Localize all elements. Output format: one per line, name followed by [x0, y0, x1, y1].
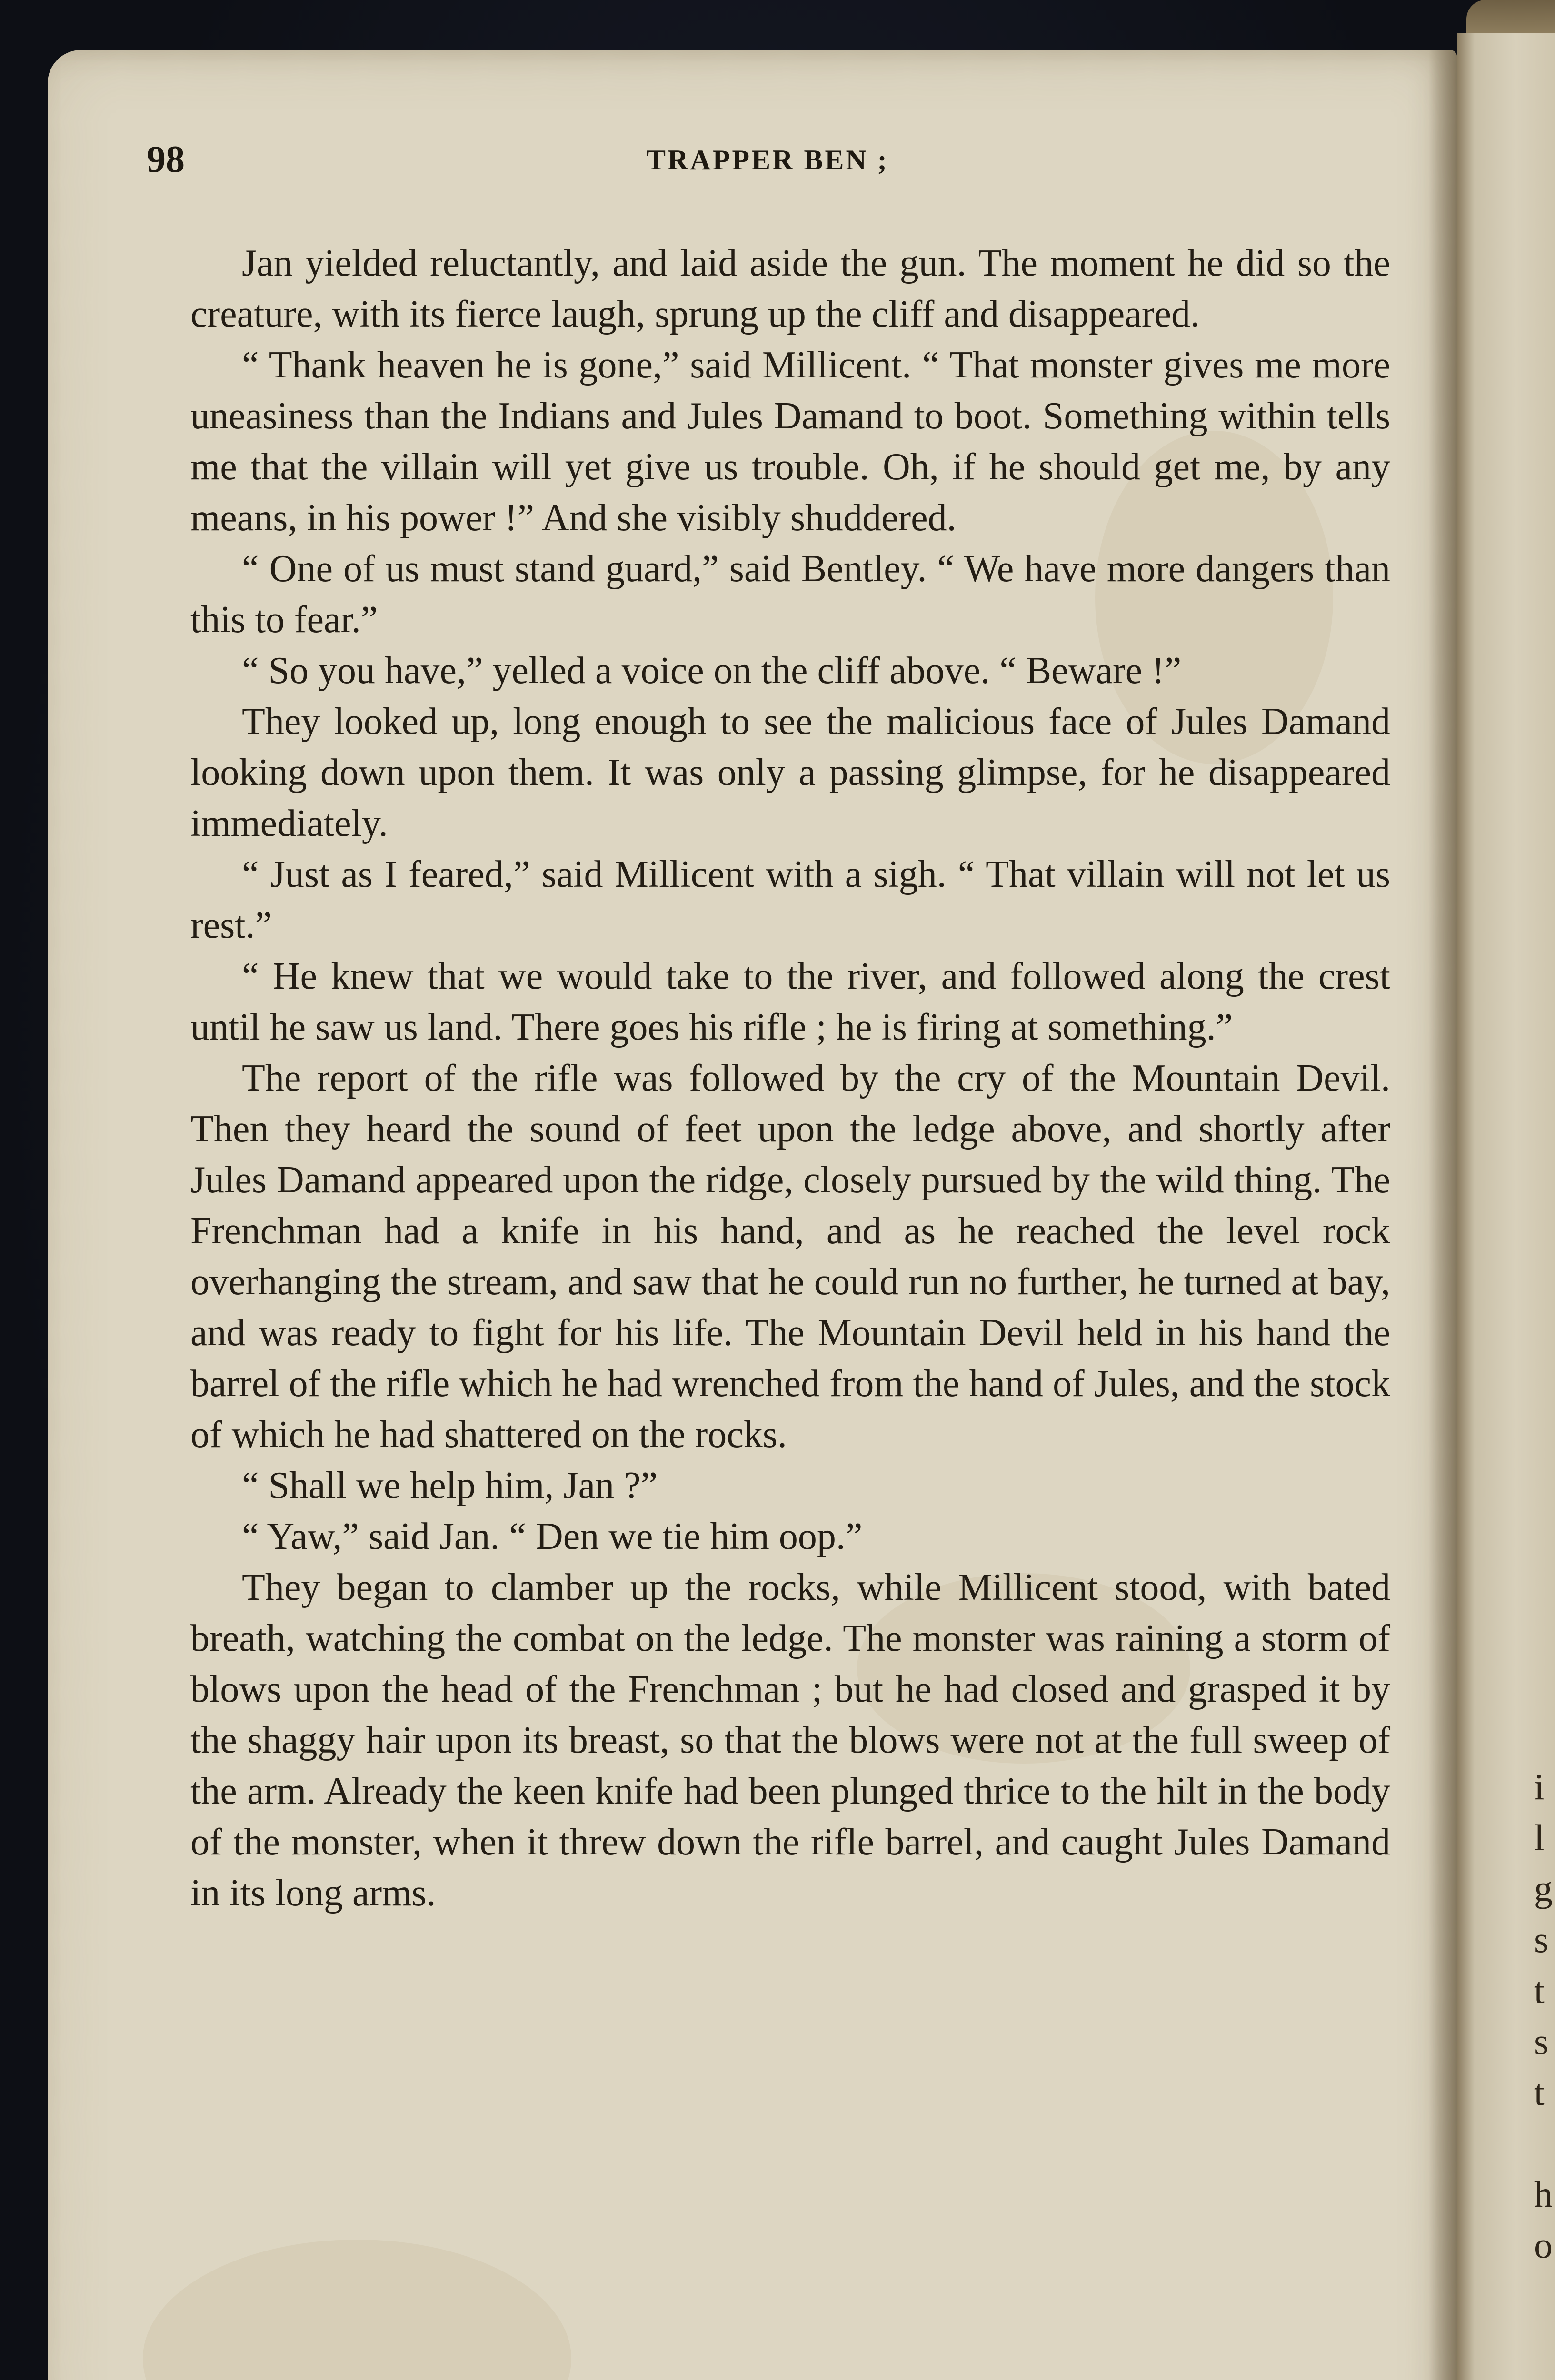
facing-letter: l — [1534, 1817, 1545, 1858]
facing-letter: s — [1534, 2021, 1549, 2062]
paragraph: They looked up, long enough to see the malicious face of Jules Damand looking down upon them. It was only a passing glimpse, for he disappeared immediately. — [190, 701, 1390, 844]
facing-letter: g — [1534, 1868, 1553, 1909]
paragraph: “ Yaw,” said Jan. “ Den we tie him oop.” — [242, 1516, 863, 1557]
paper-stain — [143, 2240, 571, 2380]
page-gutter-shadow — [1428, 50, 1457, 2380]
paragraph: “ Just as I feared,” said Millicent with a sigh. “ That villain will not let us rest.” — [190, 853, 1390, 946]
facing-page-letters — [1534, 1761, 1555, 2271]
facing-letter: h — [1534, 2173, 1553, 2215]
page-body-text — [190, 238, 1390, 1919]
paragraph: “ Thank heaven he is gone,” said Millicent. “ That monster gives me more uneasiness than the Indians and Jules Damand to boot. Something within tells me that the villain will yet give us trouble. Oh, if he should get me, by any means, in his power !” And she visibly shuddered. — [190, 344, 1390, 539]
facing-letter: s — [1534, 1919, 1549, 1960]
running-title: TRAPPER BEN ; — [647, 144, 889, 176]
facing-letter: o — [1534, 2224, 1553, 2266]
paragraph: “ He knew that we would take to the river, and followed along the crest until he saw us land. There goes his rifle ; he is firing at something.” — [190, 955, 1390, 1048]
facing-letter: i — [1534, 1766, 1545, 1807]
running-header — [147, 138, 1394, 195]
facing-letter — [1534, 2118, 1555, 2169]
page-number: 98 — [147, 139, 185, 180]
paragraph: “ One of us must stand guard,” said Bentley. “ We have more dangers than this to fear.” — [190, 548, 1390, 641]
facing-letter: t — [1534, 1970, 1545, 2011]
paragraph: “ Shall we help him, Jan ?” — [242, 1465, 658, 1507]
paragraph: The report of the rifle was followed by the cry of the Mountain Devil. Then they heard the sound of feet upon the ledge above, and shortly after Jules Damand appeared upon the ridge, closely pursued by the wild thing. The Frenchman had a knife in his hand, and as he reached the level rock overhanging the stream, and saw that he could run no further, he turned at bay, and was ready to fight for his life. The Mountain Devil held in his hand the barrel of the rifle which he had wrenched from the hand of Jules, and the stock of which he had shattered on the rocks. — [190, 1057, 1390, 1456]
paragraph: Jan yielded reluctantly, and laid aside the gun. The moment he did so the creature, with its fierce laugh, sprung up the cliff and disappeared. — [190, 242, 1390, 335]
facing-letter: t — [1534, 2072, 1545, 2113]
paragraph: “ So you have,” yelled a voice on the cliff above. “ Beware !” — [242, 650, 1182, 692]
paragraph: They began to clamber up the rocks, while Millicent stood, with bated breath, watching the combat on the ledge. The monster was raining a storm of blows upon the head of the Frenchman ; but he had closed and grasped it by the shaggy hair upon its breast, so that the blows were not at the full sweep of the arm. Already the keen knife had been plunged thrice to the hilt in the body of the monster, when it threw down the rifle barrel, and caught Jules Damand in its long arms. — [190, 1567, 1390, 1914]
